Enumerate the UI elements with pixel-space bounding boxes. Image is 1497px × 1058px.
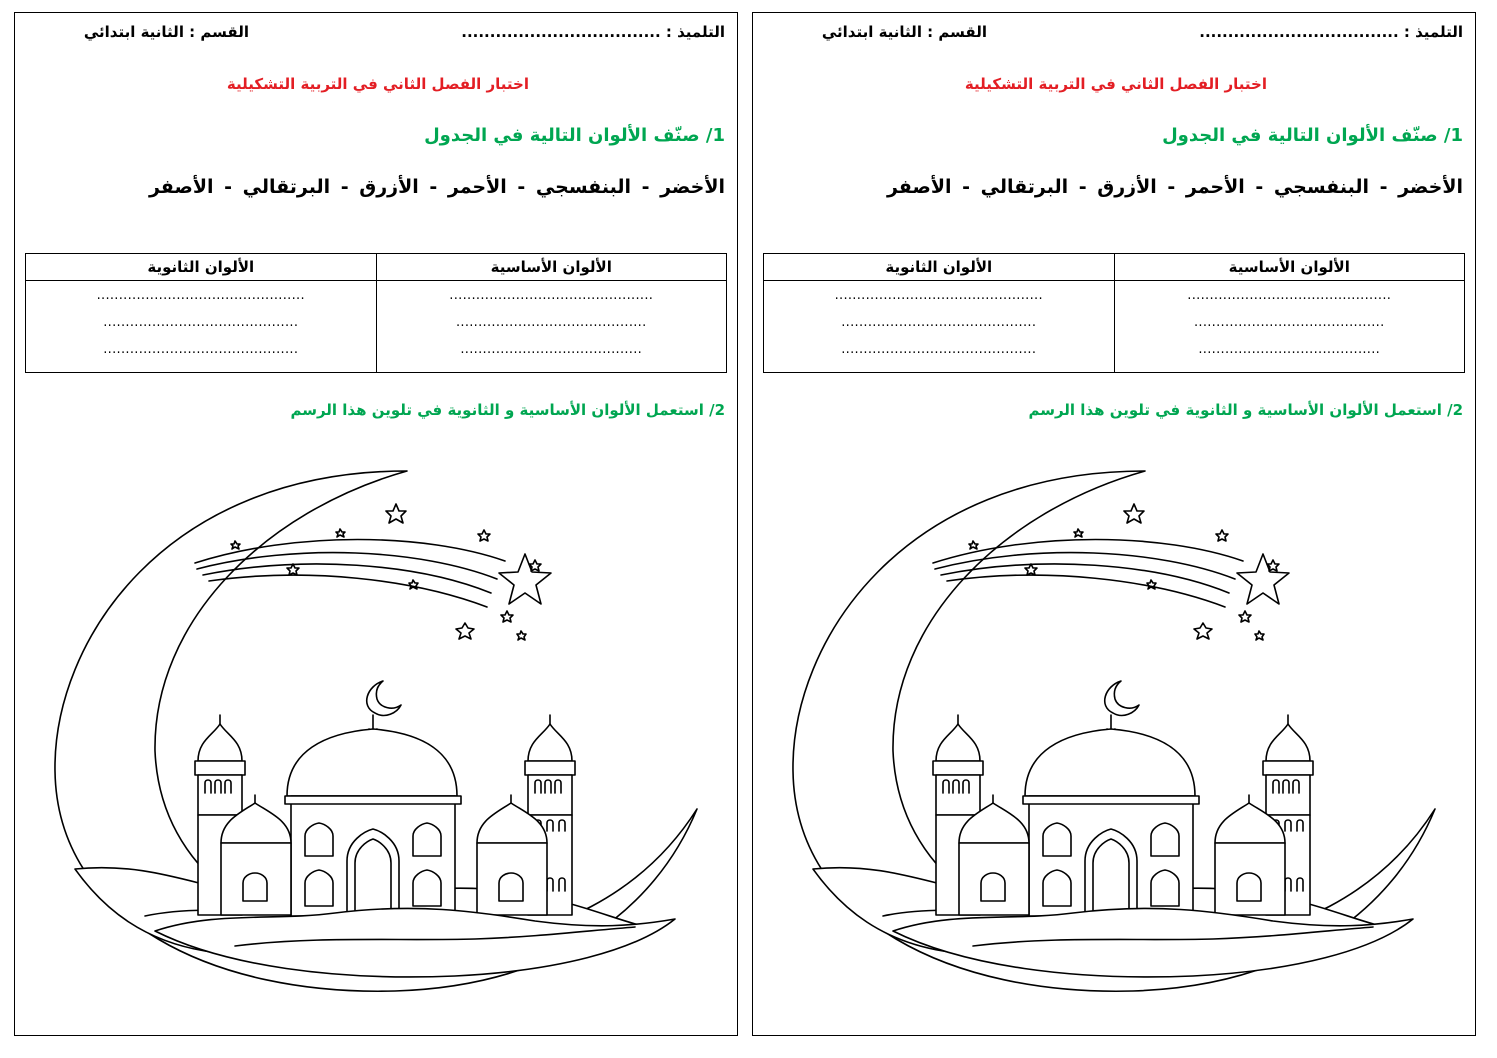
primary-colors-cell[interactable]	[1114, 281, 1465, 373]
coloring-drawing[interactable]	[773, 451, 1453, 1021]
answer-line[interactable]: ..............................................	[449, 288, 654, 303]
primary-colors-cell[interactable]	[376, 281, 727, 373]
colors-list: الأخضر - البنفسجي - الأحمر - الأزرق - البرتقالي - الأصفر	[886, 176, 1463, 198]
answer-line[interactable]: .........................................	[1198, 342, 1381, 357]
class-label: القسم : الثانية ابتدائي	[83, 23, 249, 41]
answer-line[interactable]: .........................................	[460, 342, 643, 357]
exam-title: اختبار الفصل الثاني في التربية التشكيلية	[964, 75, 1267, 93]
test-sheet-1	[14, 12, 738, 1036]
pupil-name-field[interactable]: التلميذ : ...................................	[1199, 23, 1463, 41]
answer-line[interactable]: ............................................	[841, 315, 1037, 330]
question-2: 2/ استعمل الألوان الأساسية و الثانوية في تلوين هذا الرسم	[290, 401, 725, 419]
coloring-drawing[interactable]	[35, 451, 715, 1021]
question-1: 1/ صنّف الألوان التالية في الجدول	[1162, 125, 1463, 146]
answer-line[interactable]: ...............................................	[96, 288, 305, 303]
pupil-name-field[interactable]: التلميذ : ...................................	[461, 23, 725, 41]
answer-line[interactable]: ............................................	[841, 342, 1037, 357]
primary-colors-header: الألوان الأساسية	[376, 254, 727, 281]
answer-line[interactable]: ...........................................	[1193, 315, 1385, 330]
question-2: 2/ استعمل الألوان الأساسية و الثانوية في تلوين هذا الرسم	[1028, 401, 1463, 419]
secondary-colors-header: الألوان الثانوية	[764, 254, 1115, 281]
color-classification-table	[763, 253, 1465, 373]
test-sheet-2	[752, 12, 1476, 1036]
secondary-colors-header: الألوان الثانوية	[26, 254, 377, 281]
exam-title: اختبار الفصل الثاني في التربية التشكيلية	[226, 75, 529, 93]
class-label: القسم : الثانية ابتدائي	[821, 23, 987, 41]
answer-line[interactable]: ..............................................	[1187, 288, 1392, 303]
primary-colors-header: الألوان الأساسية	[1114, 254, 1465, 281]
answer-line[interactable]: ...............................................	[834, 288, 1043, 303]
question-1: 1/ صنّف الألوان التالية في الجدول	[424, 125, 725, 146]
secondary-colors-cell[interactable]	[764, 281, 1115, 373]
answer-line[interactable]: ...........................................	[455, 315, 647, 330]
answer-line[interactable]: ............................................	[103, 315, 299, 330]
answer-line[interactable]: ............................................	[103, 342, 299, 357]
secondary-colors-cell[interactable]	[26, 281, 377, 373]
colors-list: الأخضر - البنفسجي - الأحمر - الأزرق - البرتقالي - الأصفر	[148, 176, 725, 198]
color-classification-table	[25, 253, 727, 373]
